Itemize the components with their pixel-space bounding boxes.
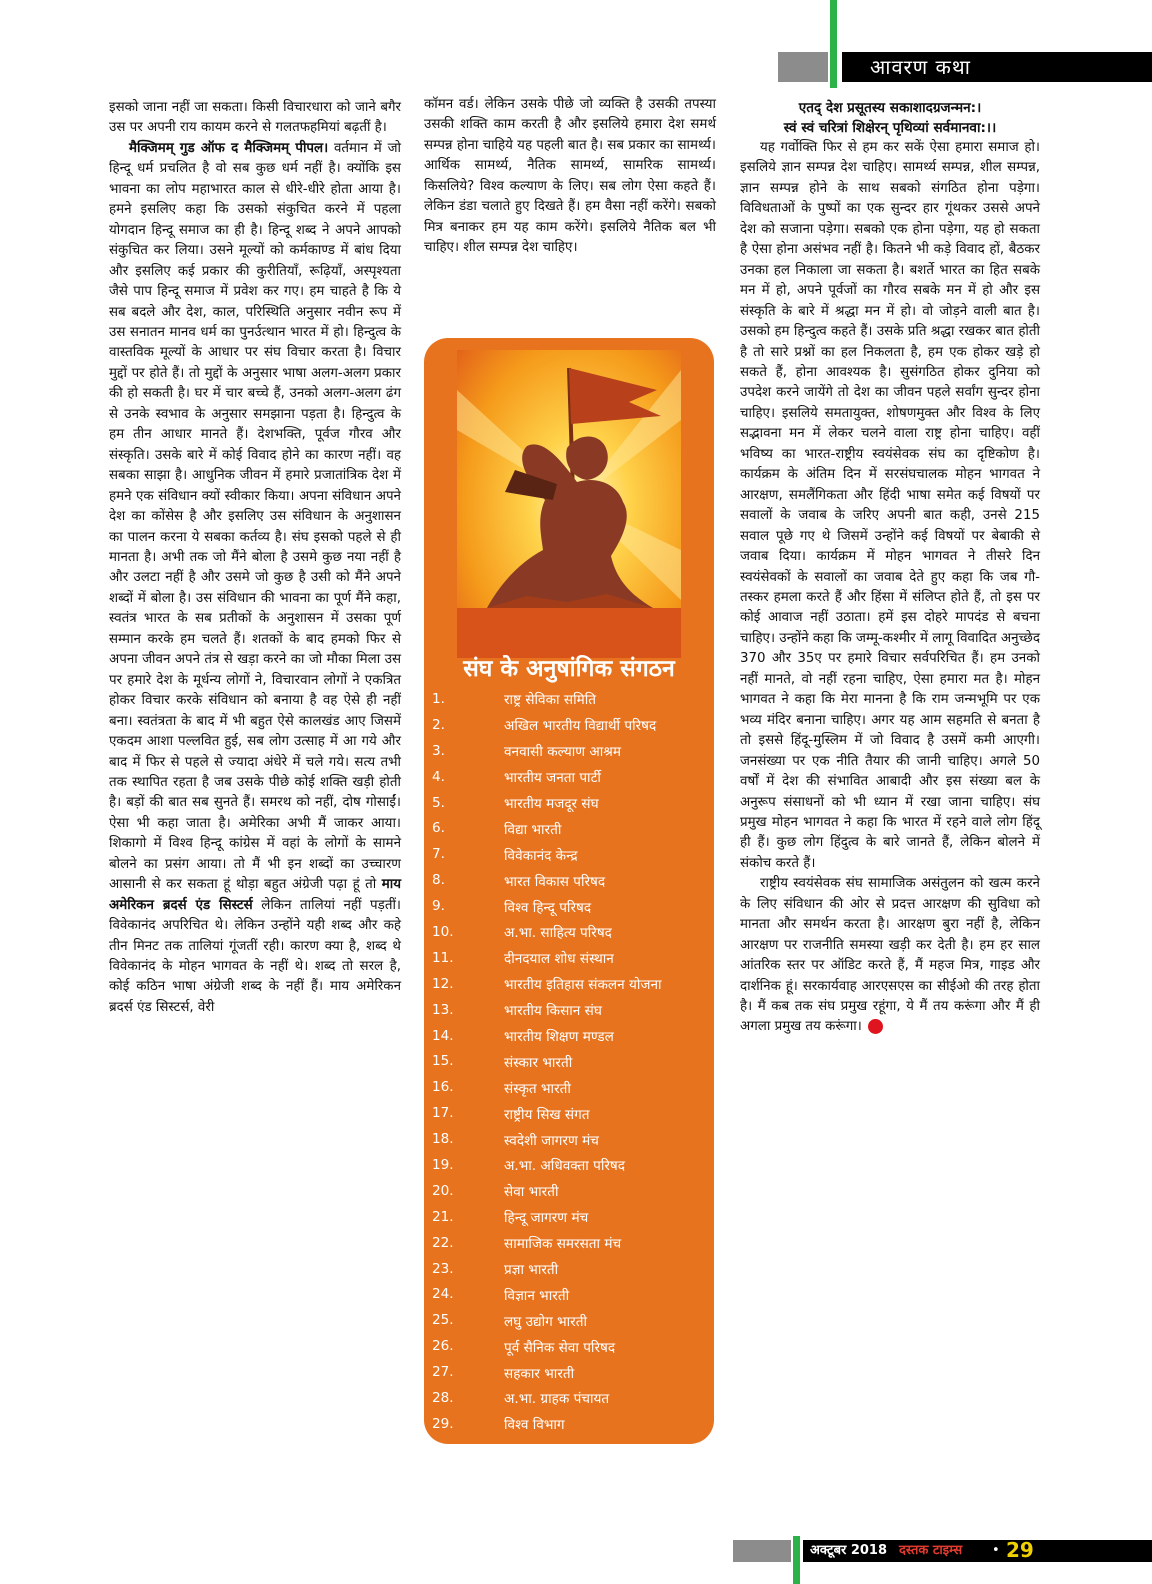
organization-number: 17. <box>432 1105 454 1122</box>
organization-item <box>424 764 714 790</box>
footer-grey-block <box>733 1540 791 1562</box>
organization-number: 3. <box>432 742 445 759</box>
organization-name: हिन्दू जागरण मंच <box>504 1210 589 1227</box>
footer-bullet: • <box>992 1543 1000 1558</box>
header-grey-block <box>778 52 828 82</box>
organization-number: 25. <box>432 1312 454 1329</box>
organization-number: 8. <box>432 872 445 889</box>
organization-item <box>424 1048 714 1074</box>
organization-item <box>424 738 714 764</box>
organization-item <box>424 1178 714 1204</box>
organization-item <box>424 1437 714 1463</box>
organization-number: 27. <box>432 1364 454 1381</box>
organization-item <box>424 945 714 971</box>
organization-name: सहकार भारती <box>504 1365 575 1382</box>
organization-number: 13. <box>432 1001 454 1018</box>
organization-name: वनवासी कल्याण आश्रम <box>504 744 622 761</box>
organization-item <box>424 1152 714 1178</box>
organization-name: प्रज्ञा भारती <box>504 1262 559 1279</box>
organization-name: अखिल भारतीय विद्यार्थी परिषद <box>504 718 657 735</box>
paragraph-text: वर्तमान में जो हिन्दू धर्म प्रचलित है वो सब कुछ धर्म नहीं है। क्योंकि इस भावना का लोप महाभारत काल से धीरे-धीरे होता आया है। हमने इसलिए कहा कि उसको संकुचित करने में पहला योगदान हिन्दू समाज का ही है। हिन्दू शब्द ने अपने आपको संकुचित कर लिया। उसने मूल्यों को कर्मकाण्ड में बांध दिया और इसलिए कई प्रकार की कुरीतियाँ, रूढ़ियाँ, अस्पृश्यता जैसे पाप हिन्दू समाज में प्रवेश कर गए। हम चाहते है कि ये सब बदले और देश, काल, परिस्थिति अनुसार नवीन रूप में उस सनातन मानव धर्म का पुनर्उत्थान भारत में हो। हिन्दुत्व के वास्तविक मूल्यों के आधार पर संघ विचार करता है। विचार मुद्दों पर होते हैं। तो मुद्दों के अनुसार भाषा अलग-अलग प्रकार की हो सकती है। घर में चार बच्चे हैं, उनको अलग-अलग ढंग से उनके स्वभाव के अनुसार समझाना पड़ता है। हिन्दुत्व के हम तीन आधार मानते हैं। देशभक्ति, पूर्वज गौरव और संस्कृति। उसके बारे में कोई विवाद होने का कारण नहीं। वह सबका साझा है। आधुनिक जीवन में हमारे प्रजातांत्रिक देश में हमने एक संविधान क्यों स्वीकार किया। अपना संविधान अपने देश का कोंसेस है और इसलिए उस संविधान के अनुशासन का पालन करना ये सबका कर्तव्य है। संघ इसको पहले से ही मानता है। अभी तक जो मैंने बोला है उसमे कुछ नया नहीं है और उलटा नहीं है और उसमे जो कुछ है उसी को मैंने अपने शब्दों में बोला है। उस संविधान की भावना का पूर्ण मैंने कहा, स्वतंत्र भारत के सब प्रतीकों के अनुशासन में उसका पूर्ण सम्मान करके हम चलते हैं। शतकों के बाद हमको फिर से अपना जीवन अपने तंत्र से खड़ा करने का जो मौका मिला उस पर हमारे देश के मूर्धन्य लोगों ने, विचारवान लोगों ने एकत्रित होकर विचार करके संविधान को बनाया है वह ऐसे ही नहीं बना। स्वतंत्रता के बाद में भी बहुत ऐसे कालखंड आए जिसमें एकदम आशा पल्लवित हुई, सब लोग उत्साह में आ गये और बाद में फिर से पहले से ज्यादा अंधेरे में चले गये। सत्य तभी तक स्थापित रहता है जब उसके पीछे कोई शक्ति खड़ी होती है। बड़ों की बात सब सुनते हैं। समरथ को नहीं, दोष गोसाईं। ऐसा भी कहा जाता है। अमेरिका अभी मैं जाकर आया। शिकागो में विश्व हिन्दू कांग्रेस में वहां के लोगों के सामने बोलने का प्रसंग आया। तो मैं भी इन शब्दों का उच्चारण आसानी से कर सकता हूं थोड़ा बहुत अंग्रेजी पढ़ा हूं तो <box>109 140 401 893</box>
issue-date: अक्टूबर 2018 <box>810 1543 888 1558</box>
organization-item <box>424 1307 714 1333</box>
organization-item <box>424 686 714 712</box>
organization-item <box>424 1126 714 1152</box>
organization-number: 16. <box>432 1079 454 1096</box>
organization-item <box>424 971 714 997</box>
organization-name: संस्कृत भारती <box>504 1080 571 1097</box>
organization-name: विश्व हिन्दू परिषद <box>504 899 592 916</box>
organization-item <box>424 1023 714 1049</box>
organization-number: 20. <box>432 1182 454 1199</box>
organization-name: अ.भा. अधिवक्ता परिषद <box>504 1158 626 1175</box>
organization-number: 22. <box>432 1234 454 1251</box>
organization-number: 10. <box>432 923 454 940</box>
paragraph: कॉमन वर्ड। लेकिन उसके पीछे जो व्यक्ति है उसकी तपस्या उसकी शक्ति काम करती है और इसलिये हमारा देश समर्थ सम्पन्न होना चाहिये यह पहली बात है। सब प्रकार का सामर्थ्य। आर्थिक सामर्थ्य, नैतिक सामर्थ्य, सामरिक सामर्थ्य। किसलिये? विश्व कल्याण के लिए। सब लोग ऐसा कहते हैं। लेकिन डंडा चलाते हुए दिखते हैं। हम वैसा नहीं करेंगे। सबको मित्र बनाकर हम यह काम करेंगे। इसलिये नैतिक बल भी चाहिए। शील सम्पन्न देश चाहिए। <box>424 97 716 256</box>
footer-accent-bar <box>793 1536 800 1584</box>
box-title: संघ के अनुषांगिक संगठन <box>463 656 675 682</box>
organization-name: भारतीय शिक्षण मण्डल <box>504 1029 614 1046</box>
organization-name: सामाजिक समरसता मंच <box>504 1236 622 1253</box>
organization-item <box>424 1385 714 1411</box>
organization-name: विद्या भारती <box>504 821 562 838</box>
organization-number: 18. <box>432 1131 454 1148</box>
organization-number: 19. <box>432 1156 454 1173</box>
organization-number: 6. <box>432 820 445 837</box>
section-title: आवरण कथा <box>870 55 971 79</box>
quote-emphasis: माय अमेरिकन ब्रदर्स एंड सिस्टर्स <box>109 877 401 913</box>
organization-name: अ.भा. साहित्य परिषद <box>504 925 612 942</box>
organization-item <box>424 1281 714 1307</box>
organization-item <box>424 841 714 867</box>
affiliated-organizations-box <box>424 338 714 1460</box>
organization-item <box>424 1256 714 1282</box>
organization-item <box>424 919 714 945</box>
organization-name: दीनदयाल शोध संस्थान <box>504 951 614 968</box>
organization-number: 4. <box>432 768 445 785</box>
organization-name: राष्ट्रीय सिख संगत <box>504 1106 590 1123</box>
organization-item <box>424 1411 714 1437</box>
organization-number: 23. <box>432 1260 454 1277</box>
organization-number: 15. <box>432 1053 454 1070</box>
paragraph-text: लेकिन तालियां नहीं पड़तीं। विवेकानंद अपरिचित थे। लेकिन उन्होंने यही शब्द और कहे तीन मिनट तक तालियां गूंजतीं रही। कारण क्या है, शब्द थे विवेकानंद के मोहन भागवत के नहीं थे। शब्द तो सरल है, कोई कठिन भाषा अंग्रेजी शब्द के नहीं हैं। माय अमेरिकन ब्रदर्स एंड सिस्टर्स, वेरी <box>109 897 401 1015</box>
subheading: मैक्जिमम् गुड ऑफ द मैक्जिमम् पीपल। <box>129 140 329 156</box>
organization-number: 12. <box>432 975 454 992</box>
organization-item <box>424 1230 714 1256</box>
page-number: 29 <box>1006 1538 1034 1562</box>
organization-number: 11. <box>432 949 454 966</box>
organization-name: अ.भा. ग्राहक पंचायत <box>504 1391 610 1408</box>
organization-item <box>424 1359 714 1385</box>
organization-name: विवेकानंद केन्द्र <box>504 847 578 864</box>
paragraph <box>740 874 1040 1038</box>
organization-name: भारतीय किसान संघ <box>504 1003 602 1020</box>
organization-number: 26. <box>432 1338 454 1355</box>
organization-name: लघु उद्योग भारती <box>504 1313 587 1330</box>
organization-item <box>424 867 714 893</box>
organization-name: भारतीय इतिहास संकलन योजना <box>504 977 662 994</box>
organization-item <box>424 1204 714 1230</box>
article-column-3 <box>740 98 1040 1448</box>
article-column-2 <box>424 95 716 345</box>
organization-number: 1. <box>432 690 445 707</box>
paragraph <box>109 139 401 1018</box>
organization-number: 9. <box>432 898 445 915</box>
organization-name: राष्ट्र सेविका समिति <box>504 692 596 709</box>
organization-name: संस्कार भारती <box>504 1054 573 1071</box>
magazine-name: दस्तक टाइम्स <box>899 1543 963 1558</box>
organization-name: प्रचार माध्यम <box>504 1443 567 1460</box>
organization-number: 14. <box>432 1027 454 1044</box>
paragraph: इसको जाना नहीं जा सकता। किसी विचारधारा को जाने बगैर उस पर अपनी राय कायम करने से गलतफहमियां बढ़तीं है। <box>109 100 401 136</box>
organization-item <box>424 815 714 841</box>
article-end-marker-icon <box>868 1019 883 1034</box>
rss-flag-illustration <box>457 350 681 658</box>
organization-list <box>424 686 714 1463</box>
organization-number: 24. <box>432 1286 454 1303</box>
organization-item <box>424 997 714 1023</box>
organization-number: 2. <box>432 716 445 733</box>
organization-name: भारतीय मजदूर संघ <box>504 796 599 812</box>
sanskrit-verse-line-1: एतद् देश प्रसूतस्य सकाशादग्रजन्मन:। <box>798 100 982 116</box>
header-accent-bar <box>830 0 837 88</box>
organization-number: 7. <box>432 846 445 863</box>
organization-item <box>424 790 714 816</box>
organization-name: भारत विकास परिषद <box>504 873 606 890</box>
organization-number: 21. <box>432 1208 454 1225</box>
organization-number: 28. <box>432 1389 454 1406</box>
organization-number: 29. <box>432 1415 454 1432</box>
organization-name: विज्ञान भारती <box>504 1287 570 1304</box>
organization-name: स्वदेशी जागरण मंच <box>504 1132 599 1149</box>
organization-item <box>424 1333 714 1359</box>
organization-number: 5. <box>432 794 445 811</box>
organization-name: पूर्व सैनिक सेवा परिषद <box>504 1339 616 1356</box>
paragraph-text: राष्ट्रीय स्वयंसेवक संघ सामाजिक असंतुलन को खत्म करने के लिए संविधान की ओर से प्रदत्त आरक्षण की सुविधा को मानता और समर्थन करता है। आरक्षण बुरा नहीं है, लेकिन आरक्षण पर राजनीति समस्या खड़ी कर देती है। हम हर साल आंतरिक स्तर पर ऑडिट करते हैं, मैं महज मित्र, गाइड और दार्शनिक हूं। सरकार्यवाह आरएसएस का सीईओ की तरह होता है। मैं कब तक संघ प्रमुख रहूंगा, ये मैं तय करूंगा और मैं ही अगला प्रमुख तय करूंगा। <box>740 876 1040 1035</box>
organization-name: विश्व विभाग <box>504 1417 565 1434</box>
organization-name: भारतीय जनता पार्टी <box>504 770 601 787</box>
organization-item <box>424 1074 714 1100</box>
organization-item <box>424 1100 714 1126</box>
organization-item <box>424 712 714 738</box>
organization-number: 30. <box>432 1441 454 1458</box>
organization-name: सेवा भारती <box>504 1184 559 1201</box>
sanskrit-verse-line-2: स्वं स्वं चरित्रां शिक्षेरन् पृथिव्यां सर्वमानवा:।। <box>783 120 997 136</box>
article-column-1 <box>109 98 401 1460</box>
organization-item <box>424 893 714 919</box>
paragraph: यह गर्वोक्ति फिर से हम कर सकें ऐसा हमारा समाज हो। इसलिये ज्ञान सम्पन्न देश चाहिए। सामर्थ्य सम्पन्न, शील सम्पन्न, ज्ञान सम्पन्न होने के साथ सबको संगठित होना पड़ेगा। विविधताओं के पुष्पों का एक सुन्दर हार गूंथकर उससे अपने देश को सजाना पड़ेगा। सबको एक होना पड़ेगा, यह हो सकता है ऐसा होना असंभव नहीं है। कितने भी कड़े विवाद हों, बैठकर उनका हल निकाला जा सकता है। बशर्ते भारत का हित सबके मन में हो, अपने पूर्वजों का गौरव सबके मन में हो और इस संस्कृति के बारे में श्रद्धा मन में हो। वो जोड़ने वाली बात है। उसको हम हिन्दुत्व कहते हैं। उसके प्रति श्रद्धा रखकर बात होती है तो सारे प्रश्नों का हल निकलता है, हम एक होकर खड़े हो सकते हैं, होना आवश्यक है। सुसंगठित होकर दुनिया को उपदेश करने जायेंगे तो देश का जीवन पहले सर्वांग सुन्दर होना चाहिए। इसलिये समतायुक्त, शोषणमुक्त और विश्व के लिए सद्भावना मन में लेकर चलने वाला राष्ट्र होना चाहिए। वहीं भविष्य का भारत-राष्ट्रीय स्वयंसेवक संघ का दृष्टिकोण है। कार्यक्रम के अंतिम दिन में सरसंघचालक मोहन भागवत ने आरक्षण, समलैंगिकता और हिंदी भाषा समेत कई विषयों पर सवालों के जवाब के जरिए अपनी बात कही, उनसे 215 सवाल पूछे गए थे जिसमें उन्होंने कई विषयों पर बेबाकी से जवाब दिया। कार्यक्रम में मोहन भागवत ने तीसरे दिन स्वयंसेवकों के सवालों का जवाब देते हुए कहा कि जब गौ-तस्कर हमला करते हैं और हिंसा में संलिप्त होते हैं, तो इस पर कोई आवाज नहीं उठाता। हमें इस दोहरे मापदंड से बचना चाहिए। उन्होंने कहा कि जम्मू-कश्मीर में लागू विवादित अनुच्छेद 370 और 35ए पर हमारे विचार सर्वपरिचित हैं। हम उनको नहीं मानते, वो नहीं रहना चाहिए, ऐसा हमारा मत है। मोहन भागवत ने कहा कि मेरा मानना है कि राम जन्मभूमि पर एक भव्य मंदिर बनाना चाहिए। अगर यह आम सहमति से बनता है तो इससे हिंदू-मुस्लिम में जो विवाद है उसमें कमी आएगी। जनसंख्या पर एक नीति तैयार की जानी चाहिए। अगले 50 वर्षों में देश की संभावित आबादी और इस संख्या बल के अनुरूप संसाधनों को भी ध्यान में रखा जाना चाहिए। संघ प्रमुख मोहन भागवत ने कहा कि भारत में रहने वाले लोग हिंदू ही हैं। कुछ लोग हिंदुत्व के बारे जानते हैं, लेकिन बोलने में संकोच करते हैं। <box>740 140 1040 871</box>
